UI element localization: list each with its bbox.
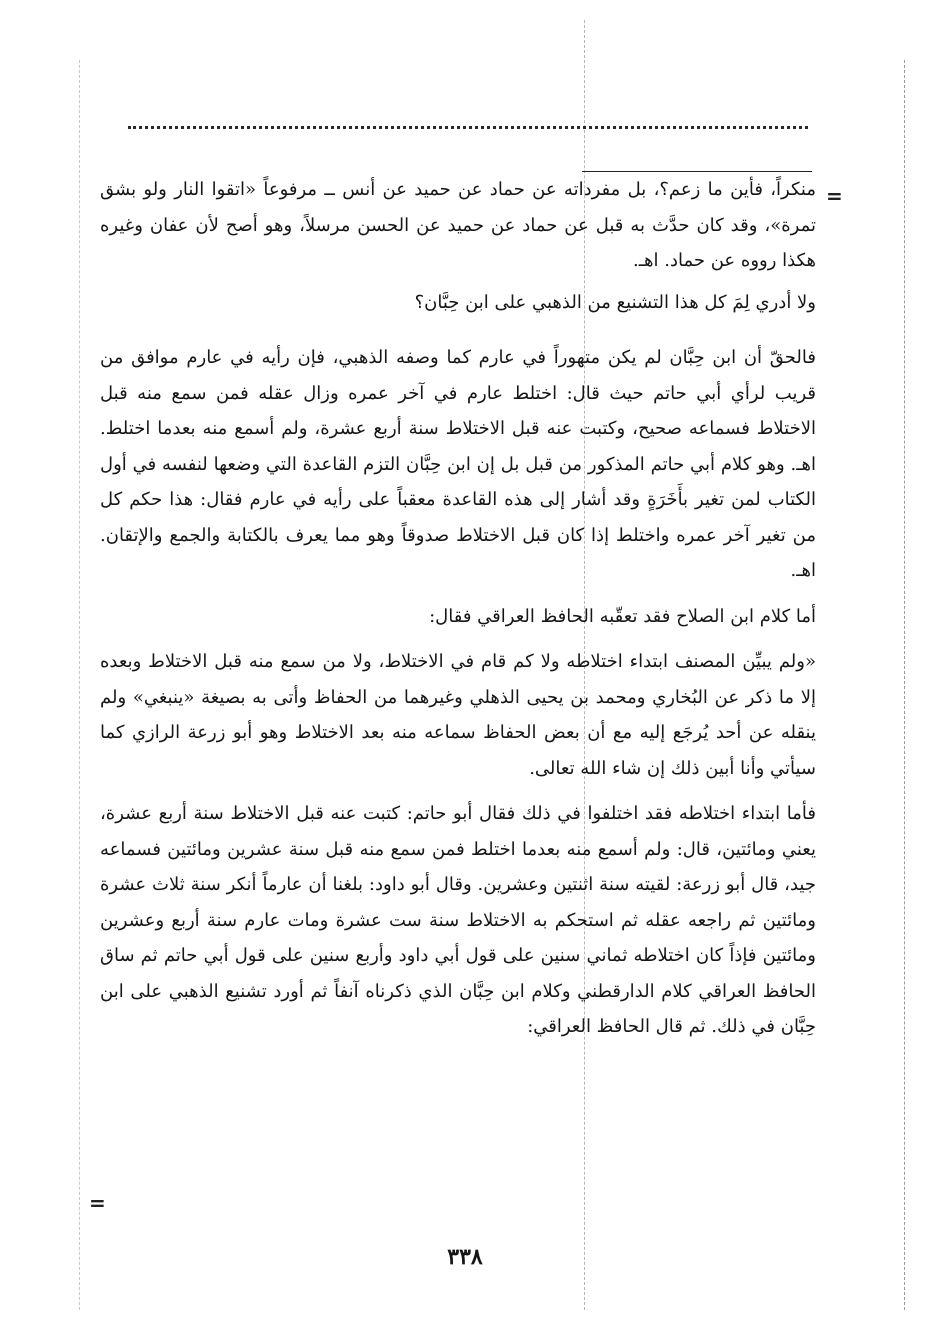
body-paragraph: أما كلام ابن الصلاح فقد تعقّبه الحافظ العراقي فقال: bbox=[429, 605, 816, 627]
scan-edge-line-left bbox=[79, 60, 80, 1310]
page-number: ٣٣٨ bbox=[447, 1244, 483, 1270]
footnote-continuation bbox=[100, 172, 816, 320]
page-continuation-marker: = bbox=[89, 1191, 106, 1215]
footnote-paragraph: منكراً، فأين ما زعم؟، بل مفرداته عن حماد عن حميد عن أنس ــ مرفوعاً «اتقوا النار ولو بشق تمرة»، وقد كان حدَّث به قبل عن حماد عن حميد عن الحسن مرسلاً، وهو أصح لأن عفان وغيره هكذا رووه عن حماد. اهـ. bbox=[100, 179, 816, 271]
body-paragraph: فالحقّ أن ابن حِبَّان لم يكن متهوراً في عارم كما وصفه الذهبي، فإن رأيه في عارم موافق من قريب لرأي أبي حاتم حيث قال: اختلط عارم في آخر عمره وزال عقله فمن سمع منه قبل الاختلاط فسماعه صحيح، وكتبت عنه قبل الاختلاط سنة أربع عشرة، ولم أسمع منه بعدما اختلط. اهـ. وهو كلام أبي حاتم المذكور من قبل بل إن ابن حِبَّان التزم القاعدة التي وضعها لنفسه في أول الكتاب لمن تغير بأَخَرَةٍ وقد أشار إلى هذه القاعدة معقباً على رأيه في عارم فقال: هذا حكم كل من تغير آخر عمره واختلط إذا كان قبل الاختلاط صدوقاً وهو مما يعرف بالكتابة والجمع والإتقان. اهـ. bbox=[100, 347, 816, 581]
body-paragraph: فأما ابتداء اختلاطه فقد اختلفوا في ذلك فقال أبو حاتم: كتبت عنه قبل الاختلاط سنة أربع عشرة، يعني ومائتين، قال: ولم أسمع منه بعدما اختلط فمن سمع منه قبل سنة عشرين ومائتين فسماعه جيد، قال أبو زرعة: لقيته سنة اثنتين وعشرين. وقال أبو داود: بلغنا أن عارماً أنكر سنة ثلاث عشرة ومائتين ثم راجعه عقله ثم استحكم به الاختلاط سنة ست عشرة ومات عارم سنة أربع وعشرين ومائتين فإذاً كان اختلاطه ثماني سنين على قول أبي داود وأربع سنين على قول أبي حاتم ثم ساق الحافظ العراقي كلام الدارقطني وكلام ابن حِبَّان الذي ذكرناه آنفاً ثم أورد تشنيع الذهبي على ابن حِبَّان في ذلك. ثم قال الحافظ العراقي: bbox=[100, 803, 816, 1037]
main-text bbox=[100, 340, 816, 1045]
footnote-continuation-marker: = bbox=[826, 184, 843, 208]
scan-edge-line-right bbox=[904, 60, 905, 1310]
header-dotted-rule bbox=[128, 126, 808, 129]
quotation-paragraph: «ولم يبيِّن المصنف ابتداء اختلاطه ولا كم قام في الاختلاط، ولا من سمع منه قبل الاختلاط وبعده إلا ما ذكر عن البُخاري ومحمد بن يحيى الذهلي وغيرهما من الحفاظ وأتى به بصيغة «ينبغي» ولم ينقله عن أحد يُرجَع إليه مع أن بعض الحفاظ سماعه منه بعد الاختلاط وهو أبو زرعة الرازي كما سيأتي وأنا أبين ذلك إن شاء الله تعالى. bbox=[100, 651, 816, 779]
footnote-question: ولا أدري لِمَ كل هذا التشنيع من الذهبي على ابن حِبَّان؟ bbox=[414, 291, 816, 313]
